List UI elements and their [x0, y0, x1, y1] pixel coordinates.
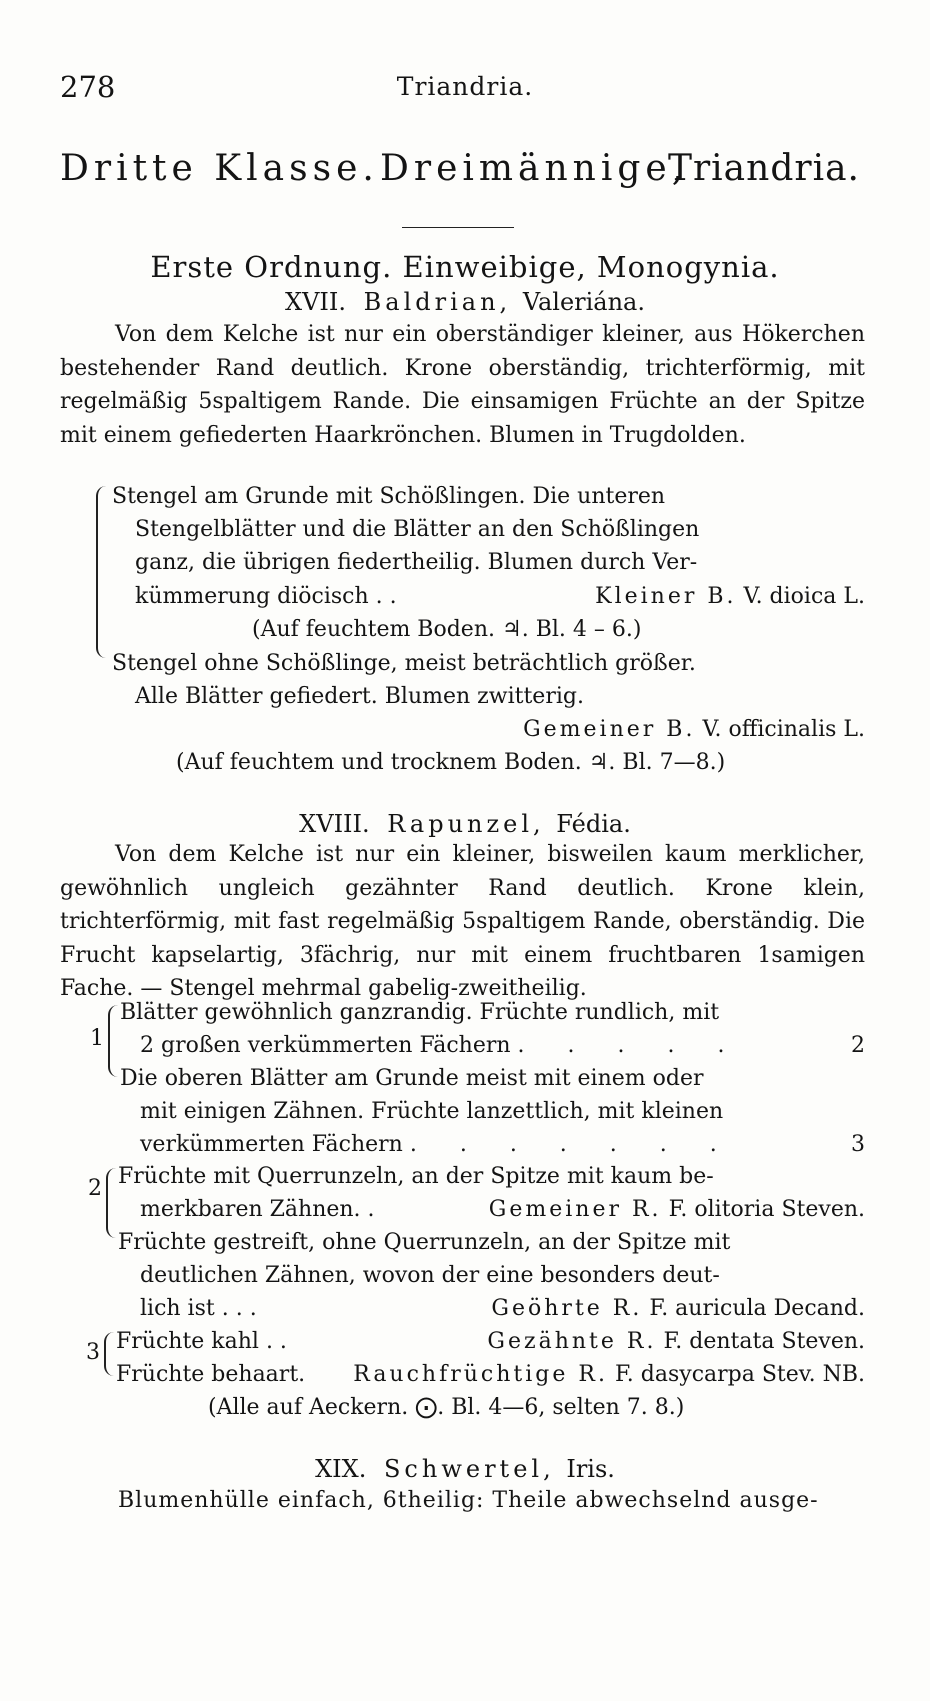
key-number: 1	[90, 1026, 104, 1051]
genus-description: Von dem Kelche ist nur ein oberständiger kleiner, aus Hökerchen bestehender Rand deutlich. Krone oberständig, trichterförmig, mit regelmäßig 5spaltigem Rande. Die einsamigen Früchte an der Spitze mit einem gefiederten Haarkrönchen. Blumen in Trugdolden.	[60, 322, 865, 448]
genus-description: Blumenhülle einfach, 6theilig: Theile abwechselnd ausge-	[118, 1488, 819, 1513]
key-line: Früchte behaart.	[116, 1362, 306, 1387]
running-title: Triandria.	[396, 72, 534, 101]
key-lead-1b: verkümmerten Fächern . . . . . . . 3	[140, 1132, 865, 1157]
genus-numeral: XIX.	[315, 1455, 367, 1483]
species-latin-name: V. dioica L.	[743, 584, 865, 609]
key-line: lich ist . . .	[140, 1296, 257, 1321]
key-line: verkümmerten Fächern	[140, 1132, 403, 1157]
species-german-name: Kleiner B.	[595, 584, 737, 609]
key-species-officinalis	[0, 717, 930, 751]
order-heading: Erste Ordnung. Einweibige, Monogynia.	[150, 250, 780, 284]
genus-german-name: Schwertel,	[383, 1455, 555, 1483]
genus-german-name: Baldrian,	[363, 288, 512, 316]
class-latin-name: Triandria.	[667, 148, 860, 189]
key-line: Stengel am Grunde mit Schößlingen. Die unteren	[112, 484, 666, 509]
key-line: Die oberen Blätter am Grunde meist mit einem oder	[120, 1066, 704, 1091]
key-line: Alle Blätter gefiedert. Blumen zwitterig.	[135, 684, 584, 709]
key-target: 3	[851, 1132, 865, 1157]
key-line: kümmerung diöcisch . .	[135, 584, 397, 609]
key-species-dentata	[0, 1329, 930, 1363]
running-header	[0, 70, 930, 110]
species-latin-name: F. dentata Steven.	[663, 1329, 865, 1354]
species-german-name: Gemeiner R.	[488, 1197, 662, 1222]
key-line: Blätter gewöhnlich ganzrandig. Früchte rundlich, mit	[120, 1000, 720, 1025]
key-target: 2	[851, 1033, 865, 1058]
species-german-name: Gemeiner B.	[523, 717, 696, 742]
key-species-dioica	[0, 584, 930, 618]
species-name	[353, 1362, 865, 1387]
key-line: 2 großen verkümmerten Fächern	[140, 1033, 511, 1058]
key-line: Früchte mit Querrunzeln, an der Spitze mit kaum be-	[118, 1164, 714, 1189]
key-species-dasycarpa	[0, 1362, 930, 1396]
species-name	[491, 1296, 865, 1321]
key-species-olitoria	[0, 1197, 930, 1231]
key-brace	[96, 486, 110, 658]
species-latin-name: V. officinalis L.	[702, 717, 865, 742]
class-german-name: Dreimännige,	[380, 148, 689, 189]
genus-german-name: Rapunzel,	[387, 810, 545, 838]
key-species-auricula	[0, 1296, 930, 1330]
key-number: 2	[88, 1176, 102, 1201]
key-line: merkbaren Zähnen. .	[140, 1197, 375, 1222]
key-line: Stengelblätter und die Blätter an den Schößlingen	[135, 517, 700, 542]
divider-rule	[402, 227, 514, 228]
species-latin-name: F. olitoria Steven.	[668, 1197, 865, 1222]
habitat-note: (Alle auf Aeckern. ⨀. Bl. 4—6, selten 7. 8.)	[208, 1395, 685, 1420]
habitat-note: (Auf feuchtem Boden. ♃. Bl. 4 – 6.)	[252, 617, 642, 642]
species-german-name: Rauchfrüchtige R.	[353, 1362, 608, 1387]
genus-numeral: XVIII.	[299, 810, 370, 838]
genus-description: Von dem Kelche ist nur ein kleiner, bisweilen kaum merklicher, gewöhnlich ungleich gezähnter Rand deutlich. Krone klein, trichterförmig, mit fast regelmäßig 5spaltigem Rande, oberständig. Die Frucht kapselartig, 3fächrig, nur mit einem fruchtbaren 1samigen Fache. — Stengel mehrmal gabelig-zweitheilig.	[60, 842, 865, 1001]
genus-heading-valeriana	[0, 288, 930, 316]
key-lead-1a: 2 großen verkümmerten Fächern . . . . . 2	[140, 1033, 865, 1058]
key-number: 3	[86, 1340, 100, 1365]
key-line: mit einigen Zähnen. Früchte lanzettlich, mit kleinen	[140, 1099, 724, 1124]
species-name	[487, 1329, 865, 1354]
genus-latin-name: Fédia.	[556, 810, 631, 838]
species-name	[523, 717, 865, 742]
key-line: Stengel ohne Schößlinge, meist beträchtlich größer.	[112, 651, 696, 676]
key-line: ganz, die übrigen fiedertheilig. Blumen durch Ver-	[135, 550, 698, 575]
species-name	[489, 1197, 865, 1222]
class-name: Dritte Klasse.	[60, 148, 379, 189]
habitat-note: (Auf feuchtem und trocknem Boden. ♃. Bl. 7—8.)	[176, 750, 726, 775]
page-number: 278	[60, 70, 116, 104]
genus-numeral: XVII.	[285, 288, 347, 316]
species-latin-name: F. dasycarpa Stev. NB.	[614, 1362, 865, 1387]
key-line: Früchte gestreift, ohne Querrunzeln, an der Spitze mit	[118, 1230, 731, 1255]
species-name	[595, 584, 865, 609]
genus-latin-name: Iris.	[566, 1455, 615, 1483]
genus-heading-iris	[0, 1455, 930, 1483]
species-german-name: Geöhrte R.	[491, 1296, 643, 1321]
key-line: Früchte kahl . .	[116, 1329, 287, 1354]
genus-latin-name: Valeriána.	[522, 288, 645, 316]
genus-heading-fedia	[0, 810, 930, 838]
class-heading	[60, 148, 860, 189]
species-german-name: Gezähnte R.	[487, 1329, 657, 1354]
key-line: deutlichen Zähnen, wovon der eine besonders deut-	[140, 1263, 720, 1288]
species-latin-name: F. auricula Decand.	[649, 1296, 865, 1321]
